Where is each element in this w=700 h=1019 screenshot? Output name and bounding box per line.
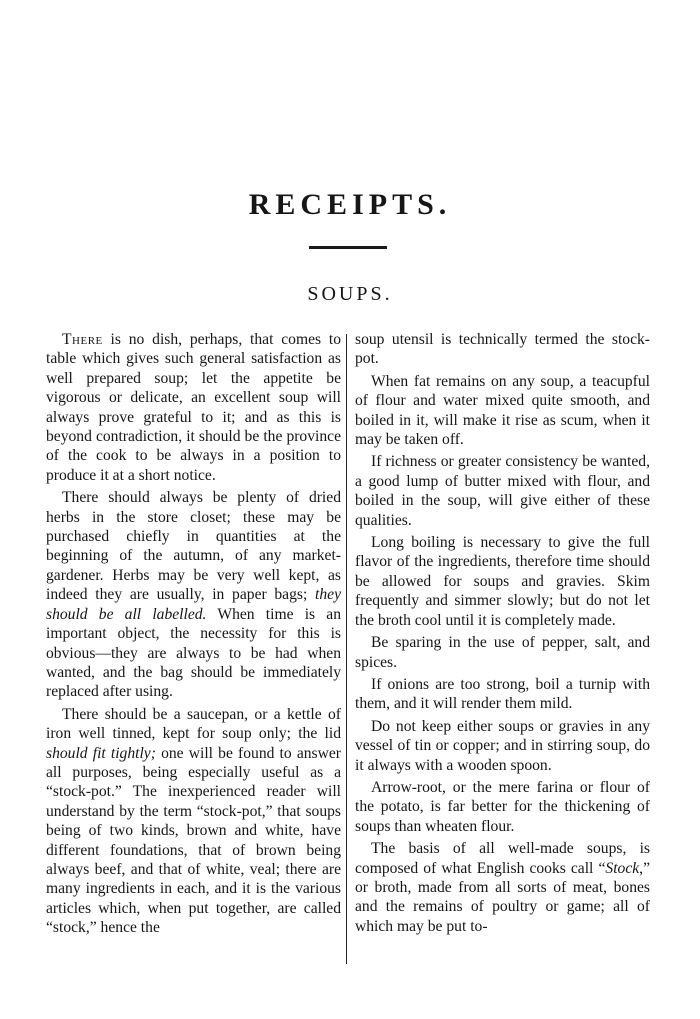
paragraph <box>46 705 341 938</box>
left-column <box>46 330 341 941</box>
paragraph-text: Arrow-root, or the mere farina or flour of the potato, is far better for the thickening of soups than wheaten flour. <box>355 778 650 835</box>
paragraph-text: is no dish, perhaps, that comes to table which gives such general satisfaction as well prepared soup; let the appetite be vigorous or delicate, an excellent soup will always prove grateful to it; and as this is beyond contradiction, it should be the province of the cook to be always in a position to produce it at a short notice. <box>46 331 341 484</box>
paragraph-text: There should always be plenty of dried herbs in the store closet; these may be purchased chiefly in quantities at the beginning of the autumn, of any market-gardener. Herbs may be very well kept, as indeed they are usually, in paper bags; <box>46 489 341 604</box>
paragraph-text: soup utensil is technically termed the stock-pot. <box>355 331 650 368</box>
paragraph <box>46 488 341 701</box>
paragraph-text: The basis of all well-made soups, is composed of what English cooks call “ <box>355 840 650 877</box>
paragraph-text: Long boiling is necessary to give the full flavor of the ingredients, therefore time should be allowed for soups and gravies. Skim frequently and simmer slowly; but do not let the broth cool until it is completely made. <box>355 534 650 629</box>
paragraph <box>355 778 650 836</box>
paragraph <box>355 633 650 672</box>
italic-text: should fit tightly; <box>46 744 156 762</box>
paragraph-text: There should be a saucepan, or a kettle of iron well tinned, kept for soup only; the lid <box>46 705 341 743</box>
paragraph <box>355 452 650 530</box>
italic-text: they should be all labelled. <box>46 586 341 623</box>
section-title: SOUPS. <box>307 283 393 305</box>
paragraph-text: Be sparing in the use of pepper, salt, and spices. <box>355 634 650 671</box>
column-divider <box>346 334 347 964</box>
paragraph-text: Do not keep either soups or gravies in any vessel of tin or copper; and in stirring soup, do it always with a wooden spoon. <box>355 717 650 774</box>
paragraph-text: If onions are too strong, boil a turnip with them, and it will render them mild. <box>355 675 650 713</box>
paragraph-text: one will be found to answer all purposes, being especially useful as a “stock-pot.” The inexperienced reader will understand by the term “stock-pot,” that soups being of two kinds, brown and white, have different foundations, that of brown being always beef, and that of white, veal; there are many ingredients in each, and it is the various articles which, when put together, are called “stock,” hence the <box>46 744 342 937</box>
paragraph-text: ,” or broth, made from all sorts of meat, bones and the remains of poultry or game; all of which may be put to- <box>355 859 650 935</box>
paragraph <box>355 717 650 775</box>
paragraph <box>355 533 650 630</box>
paragraph <box>46 330 341 485</box>
paragraph <box>355 675 650 714</box>
heading-rule <box>309 246 387 249</box>
drop-lead-word: There <box>62 331 103 348</box>
paragraph <box>355 372 650 450</box>
paragraph-text: If richness or greater consistency be wanted, a good lump of butter mixed with flour, and boiled in the soup, will give either of these qualities. <box>355 453 650 529</box>
paragraph-text: When fat remains on any soup, a teacupful of flour and water mixed quite smooth, and boiled in it, will make it rise as scum, when it may be taken off. <box>355 372 650 449</box>
page-heading: RECEIPTS. <box>248 188 452 221</box>
paragraph <box>355 330 650 369</box>
italic-text: Stock <box>605 859 640 877</box>
paragraph <box>355 839 650 936</box>
right-column <box>355 330 650 939</box>
paragraph-text: When time is an important object, the necessity for this is obvious—they are always to be had when wanted, and the bag should be immediately replaced after using. <box>46 605 342 701</box>
